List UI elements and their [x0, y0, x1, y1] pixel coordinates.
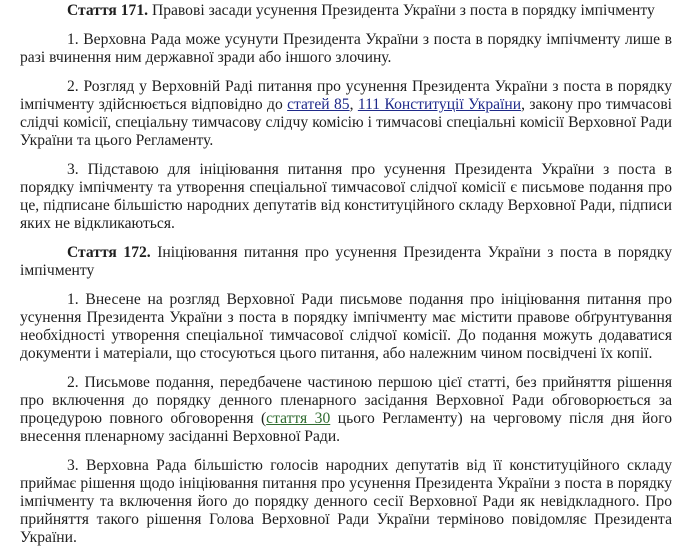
paragraph-text: 2. Розгляд у Верховній Раді питання про усунення Президента України з поста в порядку імпічменту здійснюється відповідно до	[20, 78, 672, 113]
article-172-paragraph-2	[20, 374, 672, 446]
link-constitution-article-111[interactable]: 111 Конституції України	[357, 96, 522, 113]
article-171-paragraph-2	[20, 78, 672, 150]
article-title: Правові засади усунення Президента України з поста в порядку імпічменту	[148, 2, 655, 19]
article-171-paragraph-3: 3. Підставою для ініціювання питання про усунення Президента України з поста в порядку імпічменту та утворення спеціальної тимчасової слідчої комісії є письмове подання про це, підписане більшістю народних депутатів від конституційного складу Верховної Ради, підписи яких не відкликаються.	[20, 161, 672, 232]
article-title: Ініціювання питання про усунення Президента України з поста в порядку імпічменту	[20, 244, 672, 279]
article-172-paragraph-3: 3. Верховна Рада більшістю голосів народних депутатів від її конституційного складу приймає рішення щодо ініціювання питання про усунення Президента України з поста в порядку імпічменту та включення його до порядку денного сесії Верховної Ради як невідкладного. Про прийняття такого рішення Голова Верховної Ради України терміново повідомляє Президента України.	[20, 457, 672, 546]
article-171-paragraph-1: 1. Верховна Рада може усунути Президента України з поста в порядку імпічменту лише в разі вчинення ним державної зради або іншого злочину.	[20, 31, 672, 66]
paragraph-text: , закону про тимчасові слідчі комісії, спеціальну тимчасову слідчу комісію і тимчасові спеціальні комісії Верховної Ради України та цього Регламенту.	[20, 96, 673, 149]
paragraph-text: 2. Письмове подання, передбачене частиною першою цієї статті, без прийняття рішення про включення до порядку денного пленарного засідання Верховної Ради обговорюється за процедурою повного обговорення (	[20, 374, 672, 427]
article-171-heading	[20, 2, 672, 20]
article-172-paragraph-1: 1. Внесене на розгляд Верховної Ради письмове подання про ініціювання питання про усунення Президента України з поста в порядку імпічменту має містити правове обґрунтування необхідності утворення спеціальної тимчасової слідчої комісії. До подання можуть додаватися документи і матеріали, що стосуються цього питання, або належним чином посвідчені їх копії.	[20, 291, 672, 362]
article-label: Стаття 172.	[67, 244, 151, 261]
article-172-heading	[20, 244, 672, 280]
link-constitution-article-85[interactable]: статей 85	[287, 96, 350, 113]
link-article-30[interactable]: стаття 30	[266, 410, 331, 427]
paragraph-text: цього Регламенту) на черговому після дня його внесення пленарному засіданні Верховної Ради.	[20, 410, 672, 445]
separator: ,	[349, 96, 358, 113]
article-label: Стаття 171.	[67, 2, 149, 19]
